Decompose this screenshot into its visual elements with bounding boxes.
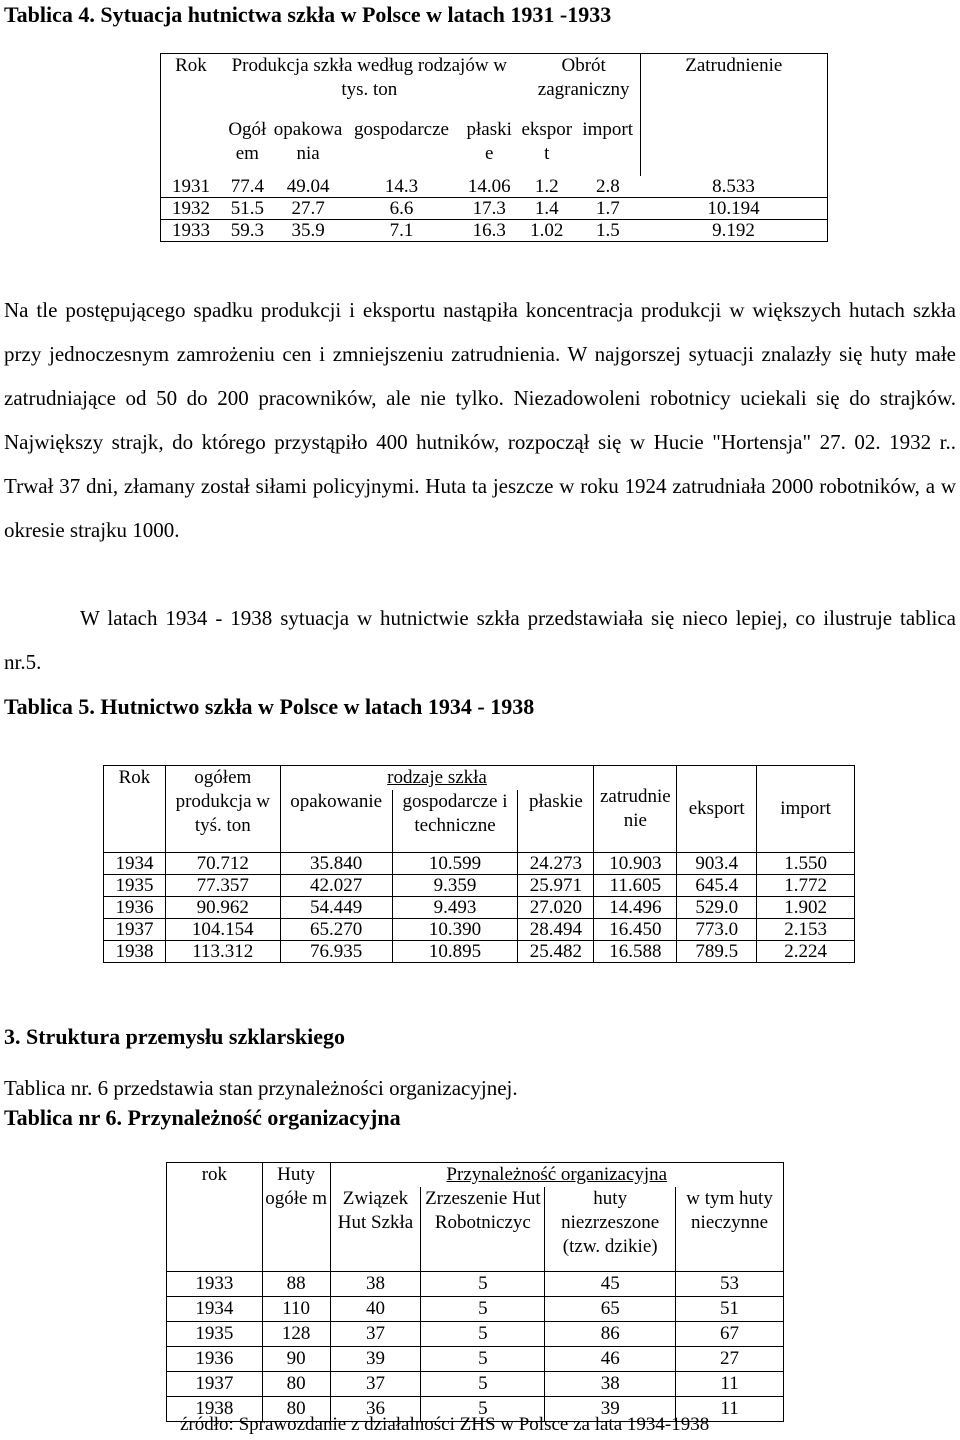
table5-cell: 104.154	[165, 918, 280, 940]
table5-cell: 54.449	[280, 896, 392, 918]
paragraph-2: W latach 1934 - 1938 sytuacja w hutnictwie szkła przedstawiała się nieco lepiej, co ilustruje tablica nr.5.	[4, 606, 956, 674]
table4-sub-export: ekspor t	[521, 118, 573, 164]
table5-cell: 27.020	[518, 896, 594, 918]
table5-cell: 2.153	[757, 918, 855, 940]
table6-cell: 128	[262, 1321, 330, 1346]
table6-cell: 5	[421, 1296, 545, 1321]
table6-row	[167, 1321, 784, 1346]
table6-row	[167, 1346, 784, 1371]
table4-cell: 51.5	[221, 197, 274, 219]
table6-body	[167, 1271, 784, 1421]
table4-cell: 27.7	[274, 197, 343, 219]
table5-cell: 789.5	[677, 940, 757, 962]
table6-cell: 5	[421, 1321, 545, 1346]
table6-header-year: rok	[167, 1163, 263, 1272]
table6-cell: 80	[262, 1371, 330, 1396]
table6-cell: 45	[545, 1271, 676, 1296]
table4-cell: 8.533	[640, 176, 827, 198]
table6	[166, 1162, 784, 1422]
table4-sub-import: import	[582, 118, 633, 140]
table6-cell: 86	[545, 1321, 676, 1346]
table6-cell: 51	[676, 1296, 784, 1321]
table5-header-export: eksport	[677, 766, 757, 853]
table4-sub-packaging: opakowa nia	[273, 118, 343, 164]
table4-cell: 1933	[161, 219, 221, 241]
table5-cell: 70.712	[165, 852, 280, 874]
table5-cell: 35.840	[280, 852, 392, 874]
table4-header-production: Produkcja szkła według rodzajów w tys. ton	[221, 54, 518, 118]
table5-cell: 1.550	[757, 852, 855, 874]
table5-sub-flat: płaskie	[518, 790, 594, 852]
table6-cell: 46	[545, 1346, 676, 1371]
table4-cell: 1.5	[576, 219, 640, 241]
table4-row	[161, 219, 828, 241]
table4-cell: 1931	[161, 176, 221, 198]
table5-cell: 77.357	[165, 874, 280, 896]
table5-cell: 1937	[104, 918, 166, 940]
table6-cell: 5	[421, 1371, 545, 1396]
table4-cell: 14.3	[342, 176, 460, 198]
table5-cell: 903.4	[677, 852, 757, 874]
table5-row	[104, 874, 855, 896]
table5-cell: 24.273	[518, 852, 594, 874]
table5-cell: 1.772	[757, 874, 855, 896]
table5-cell: 14.496	[594, 896, 677, 918]
section-3-heading: 3. Struktura przemysłu szklarskiego	[4, 1024, 345, 1049]
table5-cell: 10.903	[594, 852, 677, 874]
table4-cell: 9.192	[640, 219, 827, 241]
table5-header-year: Rok	[104, 766, 166, 853]
table4-cell: 16.3	[461, 219, 518, 241]
table4-cell: 49.04	[274, 176, 343, 198]
table5-cell: 10.599	[392, 852, 518, 874]
table4-title: Tablica 4. Sytuacja hutnictwa szkła w Polsce w latach 1931 -1933	[4, 2, 612, 27]
table6-cell: 36	[330, 1396, 421, 1421]
table4-header-year: Rok	[161, 54, 221, 118]
table4-header-employment: Zatrudnienie	[640, 54, 827, 118]
table5-cell: 28.494	[518, 918, 594, 940]
table5-cell: 10.390	[392, 918, 518, 940]
table4-cell: 1932	[161, 197, 221, 219]
table4-row	[161, 197, 828, 219]
table5-cell: 1938	[104, 940, 166, 962]
table6-cell: 5	[421, 1346, 545, 1371]
table5-cell: 9.359	[392, 874, 518, 896]
table6-cell: 38	[330, 1271, 421, 1296]
table6-cell: 27	[676, 1346, 784, 1371]
table5-cell: 773.0	[677, 918, 757, 940]
table6-cell: 38	[545, 1371, 676, 1396]
table5-cell: 10.895	[392, 940, 518, 962]
table6-cell: 5	[421, 1396, 545, 1421]
table5-cell: 645.4	[677, 874, 757, 896]
table5-cell: 25.971	[518, 874, 594, 896]
table6-cell: 39	[545, 1396, 676, 1421]
table6-cell: 1938	[167, 1396, 263, 1421]
table6-cell: 1935	[167, 1321, 263, 1346]
table5-cell: 9.493	[392, 896, 518, 918]
table5-cell: 11.605	[594, 874, 677, 896]
table4-body	[161, 176, 828, 242]
table4-cell: 35.9	[274, 219, 343, 241]
table6-cell: 90	[262, 1346, 330, 1371]
table5-header-types: rodzaje szkła	[280, 766, 594, 791]
table5-header-import: import	[757, 766, 855, 853]
table6-row	[167, 1296, 784, 1321]
table6-cell: 1933	[167, 1271, 263, 1296]
table4-cell: 17.3	[461, 197, 518, 219]
table5-cell: 25.482	[518, 940, 594, 962]
table5-cell: 113.312	[165, 940, 280, 962]
table5-cell: 16.450	[594, 918, 677, 940]
table6-cell: 5	[421, 1271, 545, 1296]
table6-cell: 40	[330, 1296, 421, 1321]
table5-cell: 42.027	[280, 874, 392, 896]
table5-cell: 2.224	[757, 940, 855, 962]
table5-row	[104, 918, 855, 940]
table6-cell: 80	[262, 1396, 330, 1421]
table5-cell: 1936	[104, 896, 166, 918]
table5-title: Tablica 5. Hutnictwo szkła w Polsce w latach 1934 - 1938	[4, 694, 535, 719]
table4-cell: 1.4	[518, 197, 576, 219]
table5-cell: 1934	[104, 852, 166, 874]
table4-row	[161, 176, 828, 198]
paragraph-1: Na tle postępującego spadku produkcji i eksportu nastąpiła koncentracja produkcji w większych hutach szkła przy jednoczesnym zamrożeniu cen i zmniejszeniu zatrudnienia. W najgorszej sytuacji znalazły się huty małe zatrudniające od 50 do 200 pracowników, ale nie tylko. Niezadowoleni robotnicy uciekali się do strajków. Największy strajk, do którego przystąpiło 400 hutników, rozpoczął się w Hucie "Hortensja" 27. 02. 1932 r.. Trwał 37 dni, złamany został siłami policyjnymi. Huta ta jeszcze w roku 1924 zatrudniała 2000 robotników, a w okresie strajku 1000.	[4, 298, 956, 542]
table6-cell: 88	[262, 1271, 330, 1296]
table5-row	[104, 940, 855, 962]
table6-cell: 1937	[167, 1371, 263, 1396]
table5-cell: 16.588	[594, 940, 677, 962]
table6-cell: 1936	[167, 1346, 263, 1371]
table4-cell: 1.02	[518, 219, 576, 241]
table5-sub-packaging: opakowanie	[280, 790, 392, 852]
table5-row	[104, 852, 855, 874]
table5-cell: 1.902	[757, 896, 855, 918]
table4-cell: 77.4	[221, 176, 274, 198]
table6-header-plants: Huty ogółe m	[262, 1163, 330, 1272]
table6-cell: 110	[262, 1296, 330, 1321]
table6-row	[167, 1371, 784, 1396]
table6-sub-inactive: w tym huty nieczynne	[676, 1187, 784, 1271]
table5-cell: 65.270	[280, 918, 392, 940]
table6-sub-workers-assoc: Zrzeszenie Hut Robotniczyc	[421, 1187, 545, 1271]
table4-sub-total: Ogół em	[228, 118, 267, 164]
table5-cell: 529.0	[677, 896, 757, 918]
table4-cell: 6.6	[342, 197, 460, 219]
table5-row	[104, 896, 855, 918]
table5-cell: 76.935	[280, 940, 392, 962]
table4-cell: 59.3	[221, 219, 274, 241]
table4	[160, 53, 828, 242]
table6-cell: 1934	[167, 1296, 263, 1321]
table6-cell: 11	[676, 1371, 784, 1396]
table4-cell: 2.8	[576, 176, 640, 198]
table4-cell: 10.194	[640, 197, 827, 219]
table5-header-total: ogółem produkcja w tyś. ton	[165, 766, 280, 853]
table4-cell: 14.06	[461, 176, 518, 198]
table6-sub-union: Związek Hut Szkła	[330, 1187, 421, 1271]
table6-cell: 67	[676, 1321, 784, 1346]
table6-cell: 37	[330, 1371, 421, 1396]
table4-cell: 7.1	[342, 219, 460, 241]
table5-cell: 1935	[104, 874, 166, 896]
table4-sub-household: gospodarcze	[354, 118, 449, 140]
table6-cell: 11	[676, 1396, 784, 1421]
table6-cell: 37	[330, 1321, 421, 1346]
table6-cell: 65	[545, 1296, 676, 1321]
table5-sub-household: gospodarcze i techniczne	[392, 790, 518, 852]
table6-sub-unaffiliated: huty niezrzeszone (tzw. dzikie)	[545, 1187, 676, 1271]
table6-intro: Tablica nr. 6 przedstawia stan przynależności organizacyjnej.	[4, 1076, 518, 1100]
table6-cell: 39	[330, 1346, 421, 1371]
table6-title: Tablica nr 6. Przynależność organizacyjna	[4, 1105, 401, 1130]
table6-source: źródło: Sprawozdanie z działalności ZHS w Polsce za lata 1934-1938	[180, 1414, 710, 1435]
table4-header-trade: Obrót zagraniczny	[518, 54, 640, 118]
table6-row	[167, 1271, 784, 1296]
table5-cell: 90.962	[165, 896, 280, 918]
table6-header-membership: Przynależność organizacyjna	[330, 1163, 783, 1188]
table5-header-employment: zatrudnie nie	[594, 766, 677, 853]
table6-cell: 53	[676, 1271, 784, 1296]
table4-cell: 1.2	[518, 176, 576, 198]
table5-body	[104, 852, 855, 962]
table4-cell: 1.7	[576, 197, 640, 219]
table4-sub-flat: płaski e	[466, 118, 512, 164]
table5	[103, 765, 855, 963]
